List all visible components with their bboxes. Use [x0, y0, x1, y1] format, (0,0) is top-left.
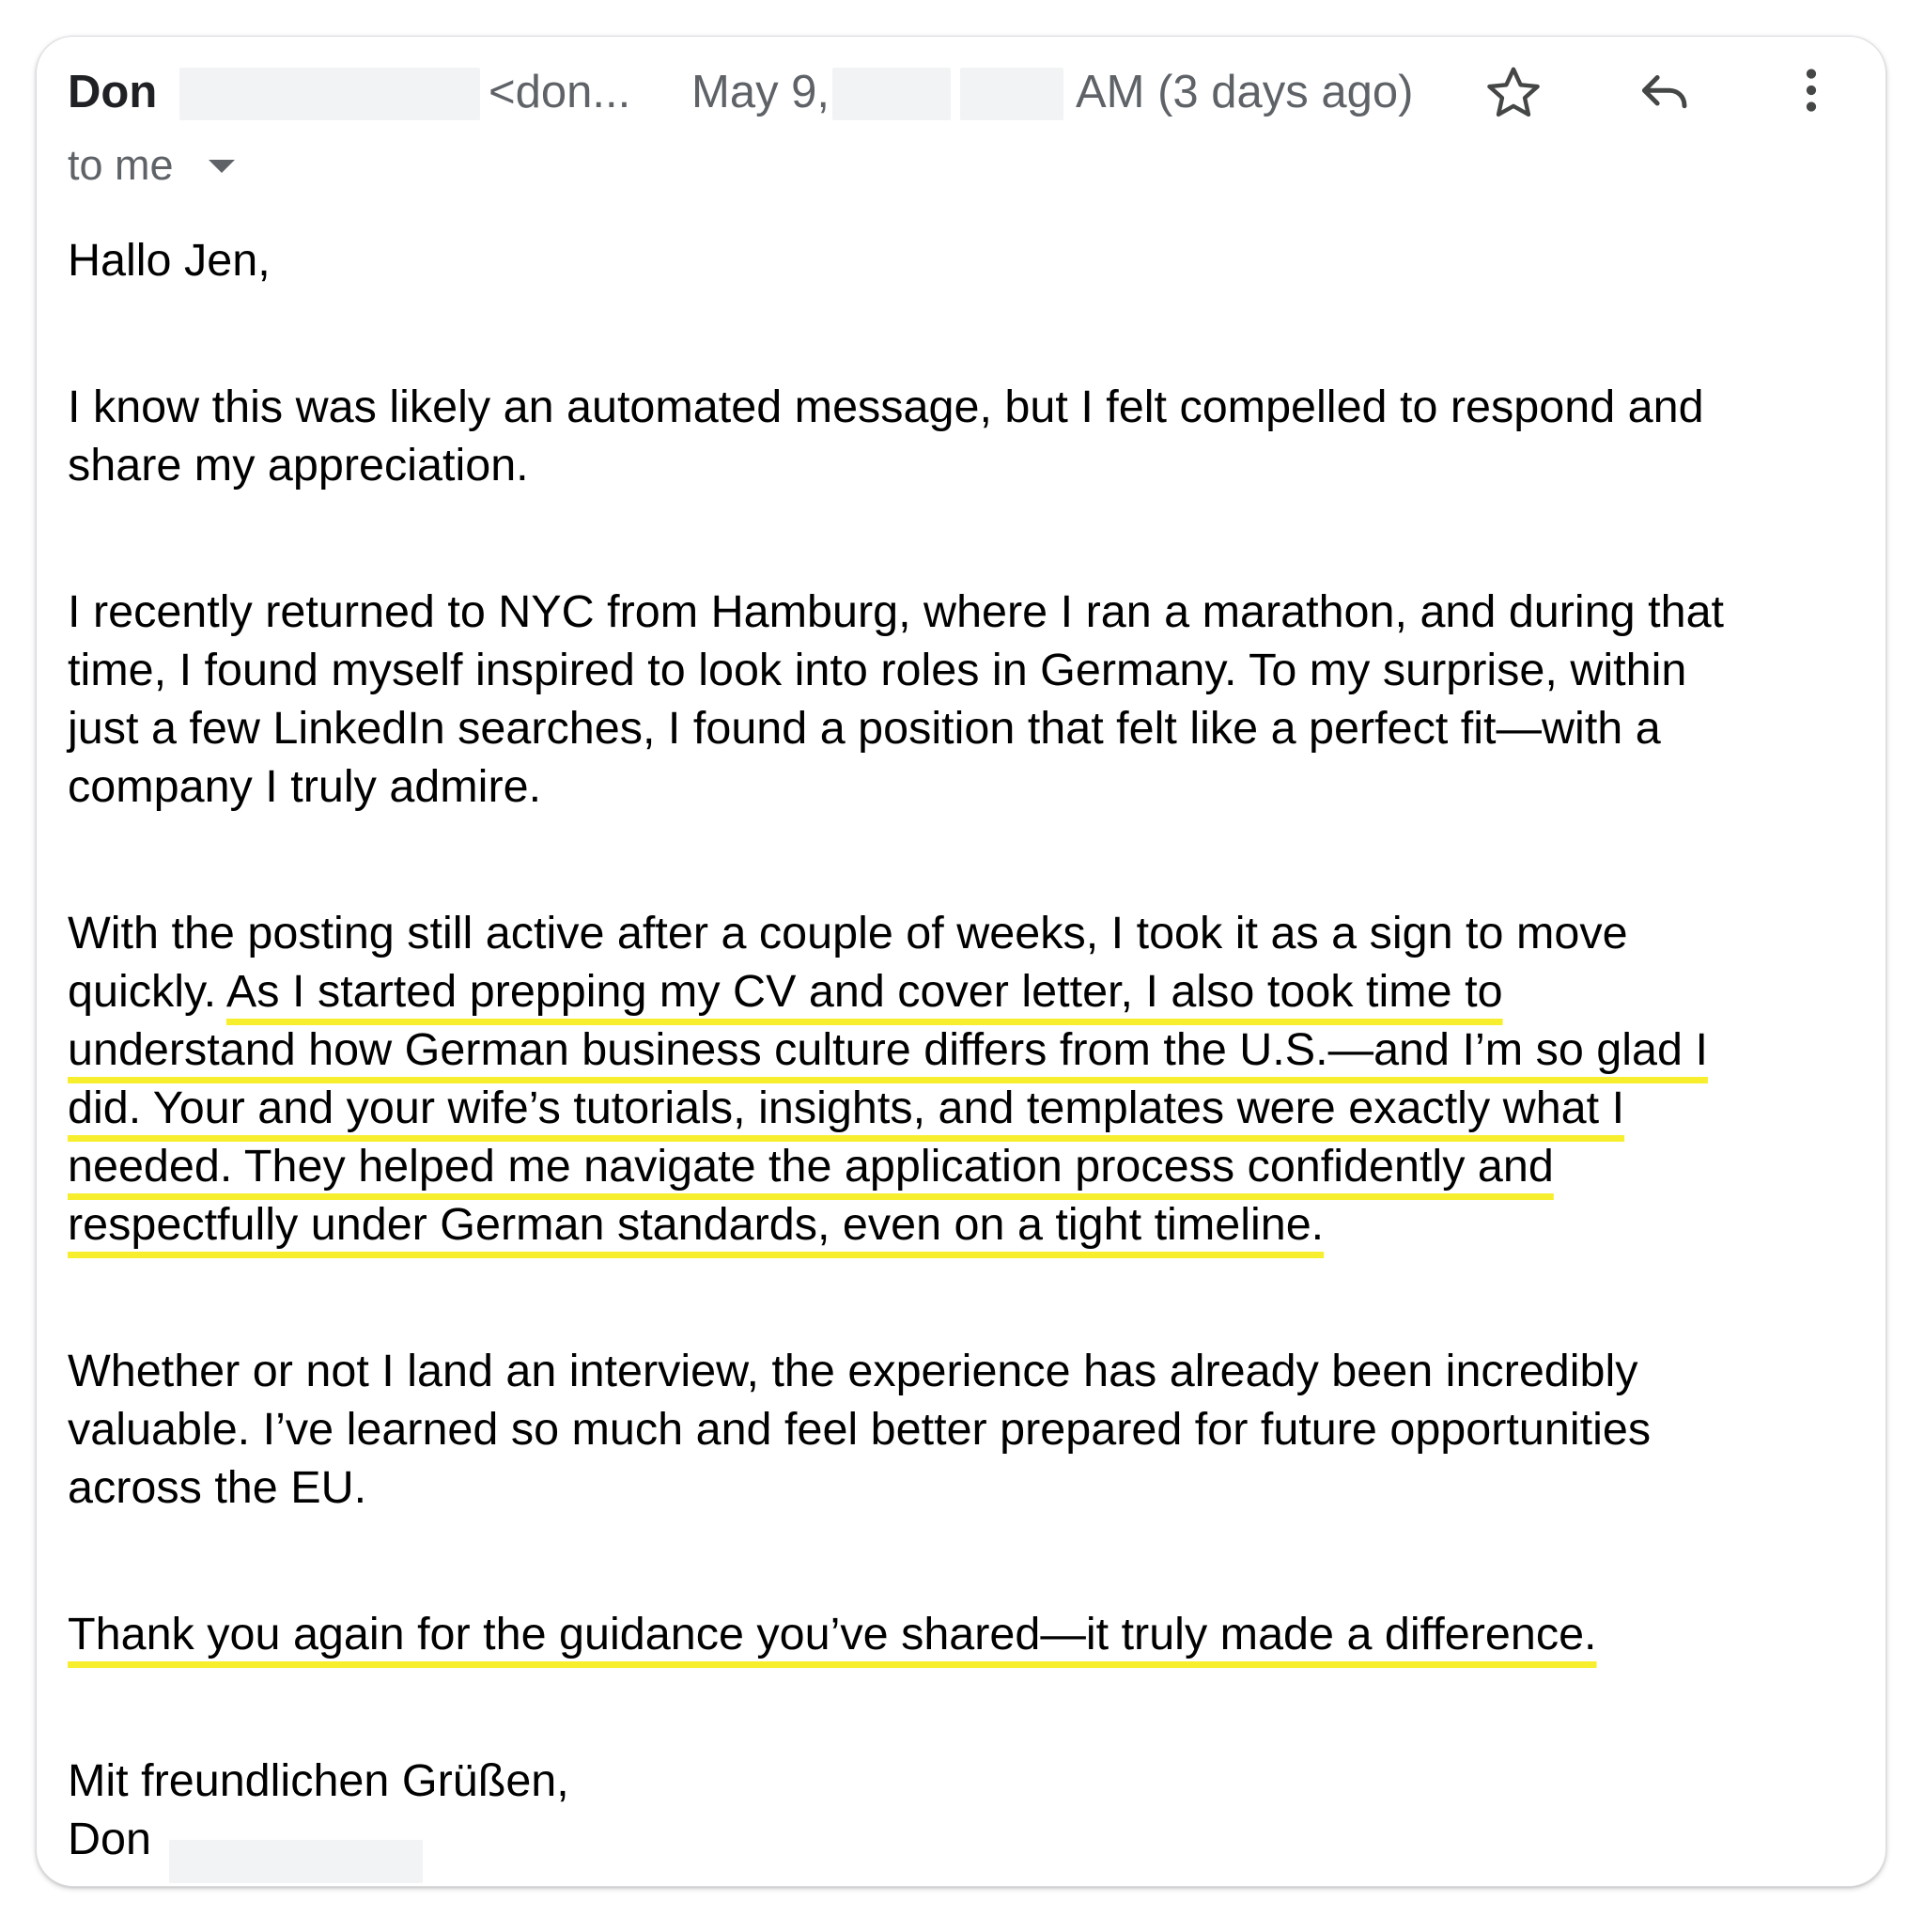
paragraph-3: With the posting still active after a couple of weeks, I took it as a sign to move quickly. As I started prepping my CV and cover letter, I also took time to understand how German business culture differs from the U.S.—and I’m so glad I did. Your and your wife’s tutorials, insights, and templates were exactly what I needed. They helped me navigate the application process confidently and respectfully under German standards, even on a tight timeline. — [68, 908, 1708, 1250]
signature: Mit freundlichen Grüßen, Don — [68, 1755, 569, 1864]
redacted-time — [960, 68, 1063, 120]
more-vert-icon[interactable] — [1785, 62, 1838, 118]
recipient-label[interactable]: to me — [68, 141, 174, 189]
redacted-signature-surname — [169, 1840, 423, 1883]
redacted-sender-surname — [179, 68, 480, 120]
redacted-date-year — [832, 68, 951, 120]
highlighted-text: respectfully under German standards, even on a tight timeline. — [68, 1199, 1325, 1250]
paragraph-2: I recently returned to NYC from Hamburg, where I ran a marathon, and during that time, I found myself inspired to look into roles in Germany. To my surprise, within just a few LinkedIn searches, I found a position that felt like a perfect fit—with a company I truly admire. — [68, 586, 1725, 812]
highlighted-text: understand how German business culture differs from the U.S.—and I’m so glad I — [68, 1024, 1708, 1075]
signature-name: Don — [68, 1814, 151, 1864]
caret-down-icon[interactable] — [209, 160, 235, 175]
highlighted-text: Thank you again for the guidance you’ve shared—it truly made a difference. — [68, 1609, 1597, 1659]
paragraph-4: Whether or not I land an interview, the experience has already been incredibly valuable. I’ve learned so much and feel better prepared for future opportunities across the EU. — [68, 1346, 1652, 1513]
paragraph-1: I know this was likely an automated message, but I felt compelled to respond and share my appreciation. — [68, 382, 1704, 491]
sender-email[interactable]: <don... — [489, 67, 631, 117]
date-label: May 9, — [691, 67, 830, 117]
message-body — [68, 231, 1871, 1868]
date-relative: AM (3 days ago) — [1076, 67, 1414, 117]
greeting: Hallo Jen, — [68, 235, 271, 286]
highlighted-text: did. Your and your wife’s tutorials, insights, and templates were exactly what I — [68, 1083, 1625, 1133]
star-icon[interactable] — [1482, 62, 1544, 124]
sender-name[interactable]: Don — [68, 67, 158, 117]
reply-icon[interactable] — [1633, 62, 1695, 124]
highlighted-text: As I started prepping my CV and cover letter, I also took time to — [225, 966, 1503, 1017]
paragraph-5 — [68, 1605, 1871, 1663]
highlighted-text: needed. They helped me navigate the application process confidently and — [68, 1141, 1554, 1192]
